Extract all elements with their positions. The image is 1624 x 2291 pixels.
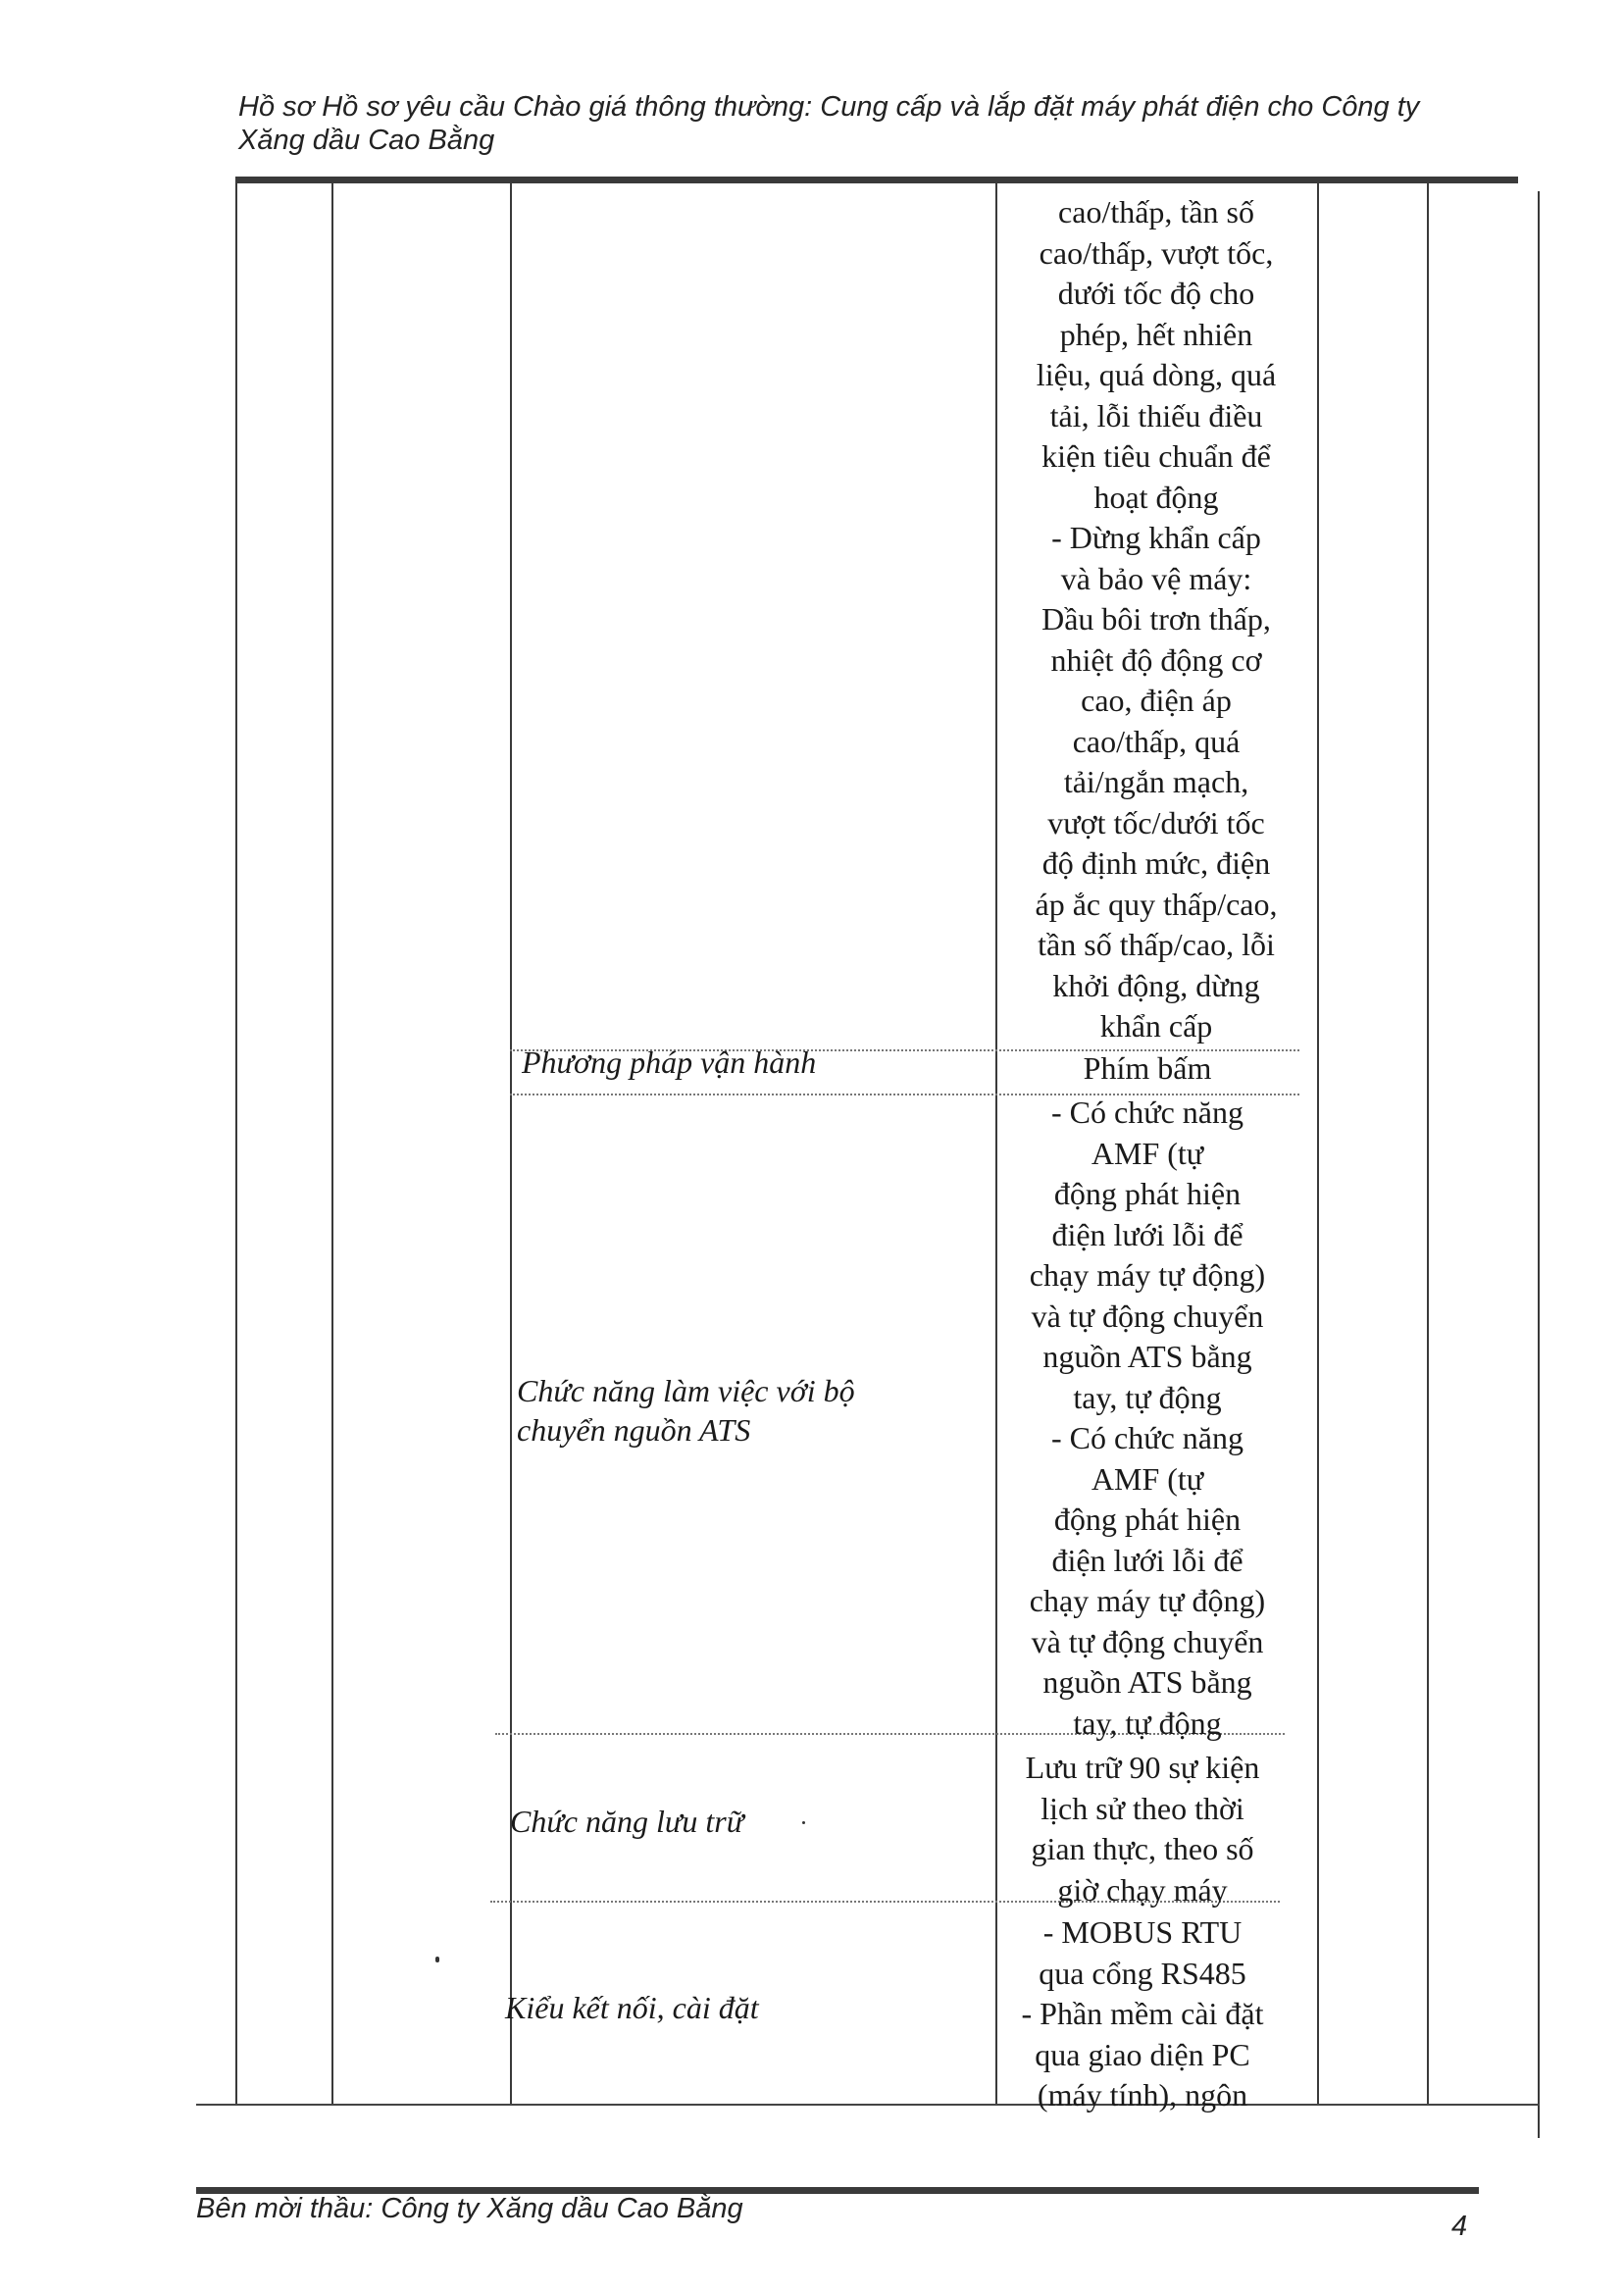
- spec-value-connection: - MOBUS RTU qua cổng RS485 - Phần mềm cài đặt qua giao diện PC (máy tính), ngôn: [1021, 1914, 1264, 2113]
- spec-label-operation-method: Phương pháp vận hành: [522, 1044, 817, 1080]
- spec-value-storage: Lưu trữ 90 sự kiện lịch sử theo thời gian thực, theo số giờ chạy máy: [1025, 1750, 1260, 1908]
- column-divider-1: [331, 183, 333, 2106]
- table-border-bottom: [196, 2104, 1540, 2106]
- spec-label-connection: Kiểu kết nối, cài đặt: [505, 1990, 759, 2025]
- spec-value-ats-function: - Có chức năng AMF (tự động phát hiện điện lưới lỗi để chạy máy tự động) và tự động chuyển nguồn ATS bằng tay, tự động - Có chức năng AMF (tự động phát hiện điện lưới lỗi để chạy máy tự động) và tự động chuyển nguồn ATS bằng tay, tự động: [1029, 1095, 1266, 1741]
- scan-speck: [435, 1957, 439, 1962]
- spec-value-operation-method: Phím bấm: [1083, 1050, 1212, 1086]
- column-divider-5: [1427, 183, 1429, 2106]
- header-line-2: Xăng dầu Cao Bằng: [238, 125, 495, 156]
- spec-label-ats-function: Chức năng làm việc với bộ chuyển nguồn ATS: [517, 1373, 855, 1448]
- table-border-left: [235, 183, 237, 2106]
- page-number: 4: [1451, 2211, 1468, 2242]
- spec-label-storage: Chức năng lưu trữ: [510, 1804, 744, 1839]
- table-border-right: [1538, 191, 1540, 2138]
- header-rule: [235, 177, 1518, 183]
- header-line-1: Hồ sơ Hồ sơ yêu cầu Chào giá thông thường: Cung cấp và lắp đặt máy phát điện cho Công ty: [238, 91, 1420, 123]
- footer-text: Bên mời thầu: Công ty Xăng dầu Cao Bằng: [196, 2193, 743, 2224]
- page-header: [238, 90, 1543, 157]
- spec-value-protection: cao/thấp, tần số cao/thấp, vượt tốc, dưới tốc độ cho phép, hết nhiên liệu, quá dòng, quá tải, lỗi thiếu điều kiện tiêu chuẩn để hoạt động - Dừng khẩn cấp và bảo vệ máy: Dầu bôi trơn thấp, nhiệt độ động cơ cao, điện áp cao/thấp, quá tải/ngắn mạch, vượt tốc/dưới tốc độ định mức, điện áp ắc quy thấp/cao, tần số thấp/cao, lỗi khởi động, dừng khẩn cấp: [1035, 194, 1278, 1044]
- scan-speck: [802, 1821, 805, 1824]
- column-divider-4: [1317, 183, 1319, 2106]
